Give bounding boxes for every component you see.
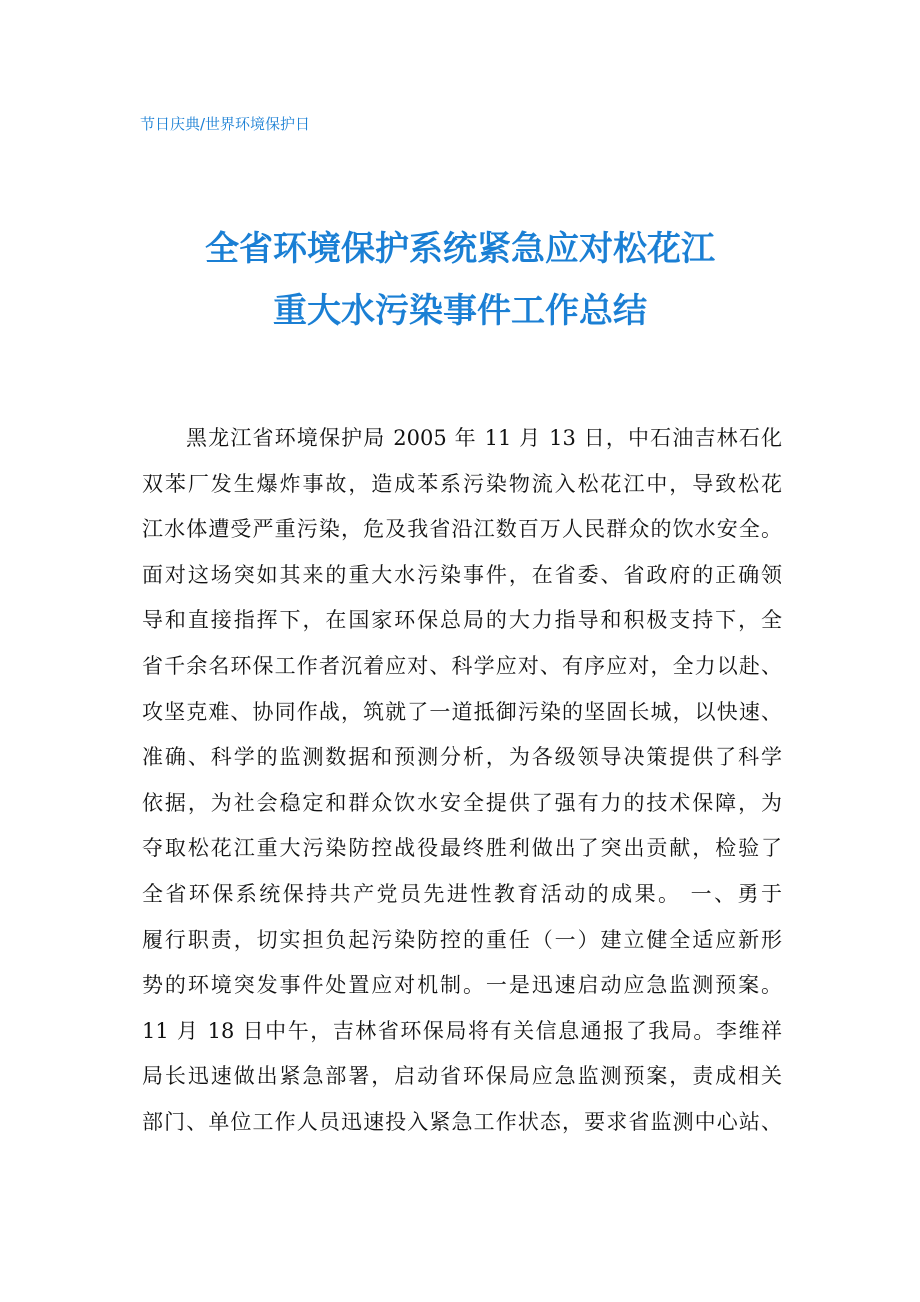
body-line: 双苯厂发生爆炸事故，造成苯系污染物流入松花江中，导致松花 [142, 471, 782, 496]
body-line: 11 月 18 日中午，吉林省环保局将有关信息通报了我局。李维祥 [142, 1018, 782, 1043]
body-line: 省千余名环保工作者沉着应对、科学应对、有序应对，全力以赴、 [142, 653, 782, 678]
title-line-1: 全省环境保护系统紧急应对松花江 [205, 229, 715, 269]
body-line: 履行职责，切实担负起污染防控的重任（一）建立健全适应新形 [142, 927, 782, 952]
body-line: 江水体遭受严重污染，危及我省沿江数百万人民群众的饮水安全。 [142, 517, 782, 542]
document-title [100, 218, 820, 342]
body-line: 导和直接指挥下，在国家环保总局的大力指导和积极支持下，全 [142, 608, 782, 633]
category-breadcrumb: 节日庆典/世界环境保护日 [140, 115, 311, 133]
body-line: 黑龙江省环境保护局 2005 年 11 月 13 日，中石油吉林石化 [186, 426, 782, 450]
title-line-2: 重大水污染事件工作总结 [273, 291, 647, 331]
document-body [142, 416, 782, 1146]
body-line: 势的环境突发事件处置应对机制。一是迅速启动应急监测预案。 [142, 973, 782, 998]
body-line: 局长迅速做出紧急部署，启动省环保局应急监测预案，责成相关 [142, 1064, 782, 1089]
body-line: 依据，为社会稳定和群众饮水安全提供了强有力的技术保障，为 [142, 790, 782, 815]
body-line: 攻坚克难、协同作战，筑就了一道抵御污染的坚固长城，以快速、 [142, 699, 782, 724]
body-line: 夺取松花江重大污染防控战役最终胜利做出了突出贡献，检验了 [142, 836, 782, 861]
body-line: 面对这场突如其来的重大水污染事件，在省委、省政府的正确领 [142, 562, 782, 587]
body-line: 全省环保系统保持共产党员先进性教育活动的成果。 一、勇于 [142, 881, 782, 906]
body-line: 部门、单位工作人员迅速投入紧急工作状态，要求省监测中心站、 [142, 1109, 782, 1134]
body-line: 准确、科学的监测数据和预测分析，为各级领导决策提供了科学 [142, 745, 782, 770]
